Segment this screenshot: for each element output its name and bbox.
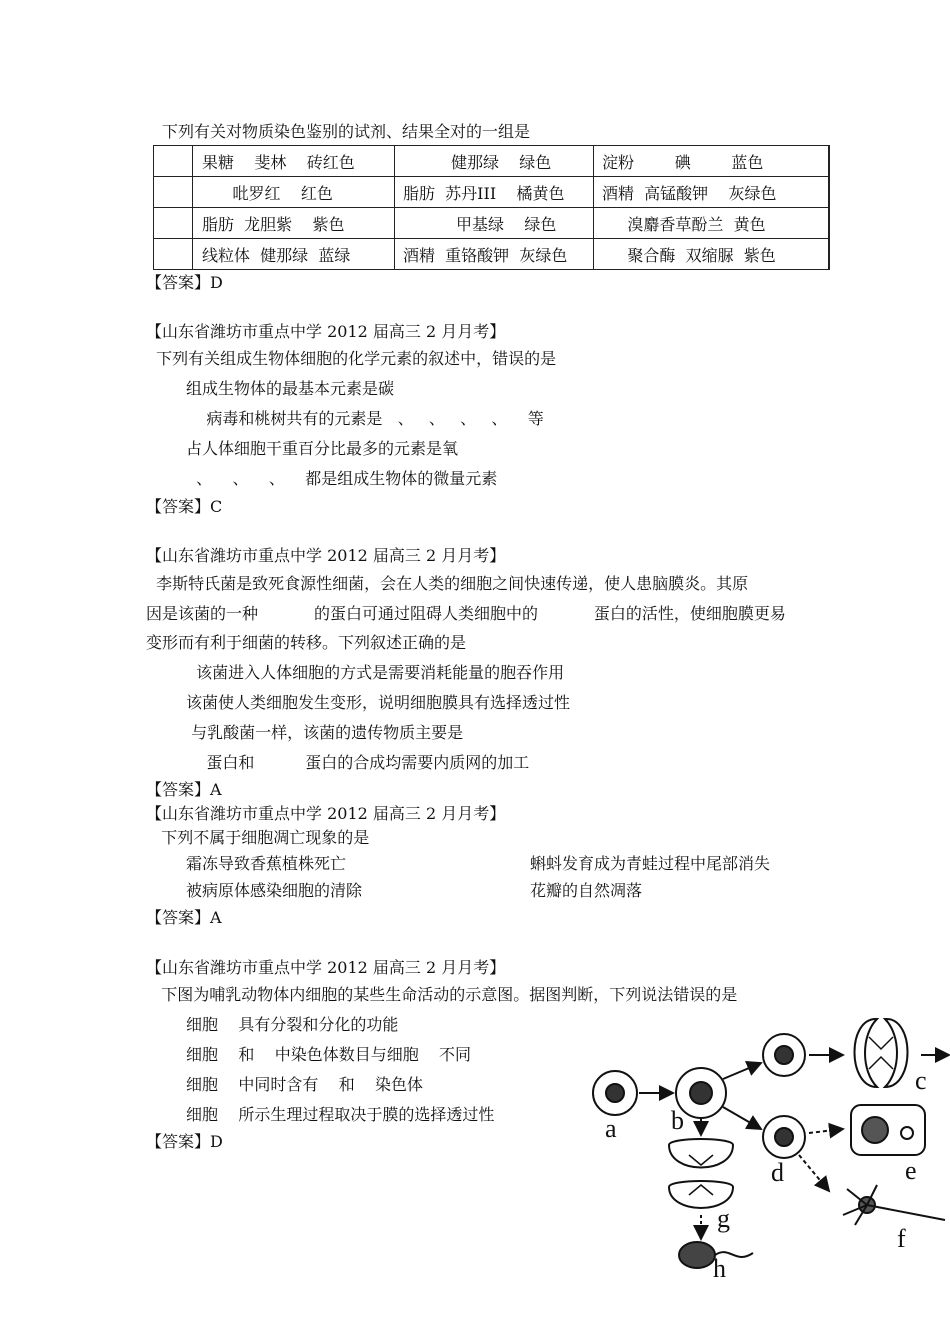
table-cell: 甲基绿 绿色 [395, 208, 594, 239]
table-cell: 溴麝香草酚兰 黄色 [594, 208, 830, 239]
cell-g-top [669, 1139, 733, 1168]
table-cell: 果糖 斐林 砖红色 [193, 146, 395, 177]
q5-option: 细胞 和 中染色体数目与细胞 不同 [186, 1045, 472, 1064]
label-c: c [915, 1066, 927, 1095]
label-b: b [671, 1106, 684, 1135]
q2-option: 组成生物体的最基本元素是碳 [186, 379, 395, 398]
table-row [154, 208, 830, 239]
arrow-b-upper [723, 1063, 761, 1079]
q5-option: 细胞 中同时含有 和 染色体 [186, 1075, 424, 1094]
label-h: h [713, 1254, 726, 1283]
q4-option: 花瓣的自然凋落 [530, 881, 643, 900]
table-cell: 酒精 重铬酸钾 灰绿色 [395, 239, 594, 270]
cell-c-right [885, 1019, 908, 1087]
q2-answer: 【答案】C [146, 497, 223, 516]
q4-stem: 下列不属于细胞凋亡现象的是 [146, 828, 370, 847]
arrow-b-d [723, 1107, 761, 1129]
q3-option: 该菌进入人体细胞的方式是需要消耗能量的胞吞作用 [186, 663, 565, 682]
q4-answer: 【答案】A [146, 908, 222, 927]
q3-stem-line: 变形而有利于细菌的转移。下列叙述正确的是 [146, 633, 467, 652]
table-row [154, 146, 830, 177]
label-a: a [605, 1114, 617, 1143]
q3-option: 蛋白和 蛋白的合成均需要内质网的加工 [186, 753, 530, 772]
q2-option: 病毒和桃树共有的元素是 、 、 、 、 等 [186, 409, 544, 428]
arrow-d-f [799, 1155, 829, 1191]
table-cell: 酒精 高锰酸钾 灰绿色 [594, 177, 830, 208]
table-cell [154, 239, 193, 270]
table-cell [154, 177, 193, 208]
q4-option: 蝌蚪发育成为青蛙过程中尾部消失 [530, 854, 771, 873]
q1-answer: 【答案】D [146, 273, 223, 292]
q2-option: 、 、 、 都是组成生物体的微量元素 [186, 469, 498, 488]
q2-option: 占人体细胞干重百分比最多的元素是氧 [186, 439, 459, 458]
q2-stem: 下列有关组成生物体细胞的化学元素的叙述中，错误的是 [146, 349, 557, 368]
q5-source: 【山东省潍坊市重点中学 2012 届高三 2 月月考】 [146, 958, 506, 977]
cell-h [679, 1242, 715, 1268]
nucleus-b [690, 1082, 712, 1104]
stain-table [153, 145, 830, 270]
q3-source: 【山东省潍坊市重点中学 2012 届高三 2 月月考】 [146, 546, 506, 565]
label-e: e [905, 1156, 917, 1185]
table-cell: 脂肪 龙胆紫 紫色 [193, 208, 395, 239]
table-cell [154, 208, 193, 239]
table-cell: 脂肪 苏丹III 橘黄色 [395, 177, 594, 208]
label-f: f [897, 1224, 906, 1253]
table-cell: 聚合酶 双缩脲 紫色 [594, 239, 830, 270]
cell-diagram [585, 1015, 950, 1344]
q2-source: 【山东省潍坊市重点中学 2012 届高三 2 月月考】 [146, 322, 506, 341]
q5-stem: 下图为哺乳动物体内细胞的某些生命活动的示意图。据图判断，下列说法错误的是 [146, 985, 738, 1004]
table-row [154, 177, 830, 208]
q4-option: 霜冻导致香蕉植株死亡 [186, 854, 347, 873]
q5-option: 细胞 所示生理过程取决于膜的选择透过性 [186, 1105, 495, 1124]
table-cell: 吡罗红 红色 [193, 177, 395, 208]
label-g: g [717, 1204, 730, 1233]
q3-stem-line: 因是该菌的一种 的蛋白可通过阻碍人类细胞中的 蛋白的活性，使细胞膜更易 [146, 604, 786, 623]
table-row [154, 239, 830, 270]
q4-option: 被病原体感染细胞的清除 [186, 881, 363, 900]
label-d: d [771, 1158, 784, 1187]
q4-source: 【山东省潍坊市重点中学 2012 届高三 2 月月考】 [146, 804, 506, 823]
nucleus-a [606, 1084, 624, 1102]
q3-option: 与乳酸菌一样，该菌的遗传物质主要是 [186, 723, 464, 742]
table-cell: 淀粉 碘 蓝色 [594, 146, 830, 177]
q3-answer: 【答案】A [146, 780, 222, 799]
arrow-d-e [809, 1129, 843, 1133]
table-cell: 健那绿 绿色 [395, 146, 594, 177]
q1-stem: 下列有关对物质染色鉴别的试剂、结果全对的一组是 [162, 122, 531, 141]
table-cell [154, 146, 193, 177]
table-cell: 线粒体 健那绿 蓝绿 [193, 239, 395, 270]
q3-stem-line: 李斯特氏菌是致死食源性细菌，会在人类的细胞之间快速传递，使人患脑膜炎。其原 [146, 574, 749, 593]
q5-option: 细胞 具有分裂和分化的功能 [186, 1015, 399, 1034]
q3-option: 该菌使人类细胞发生变形，说明细胞膜具有选择透过性 [186, 693, 571, 712]
cell-c-left [855, 1019, 878, 1087]
q5-answer: 【答案】D [146, 1132, 223, 1151]
